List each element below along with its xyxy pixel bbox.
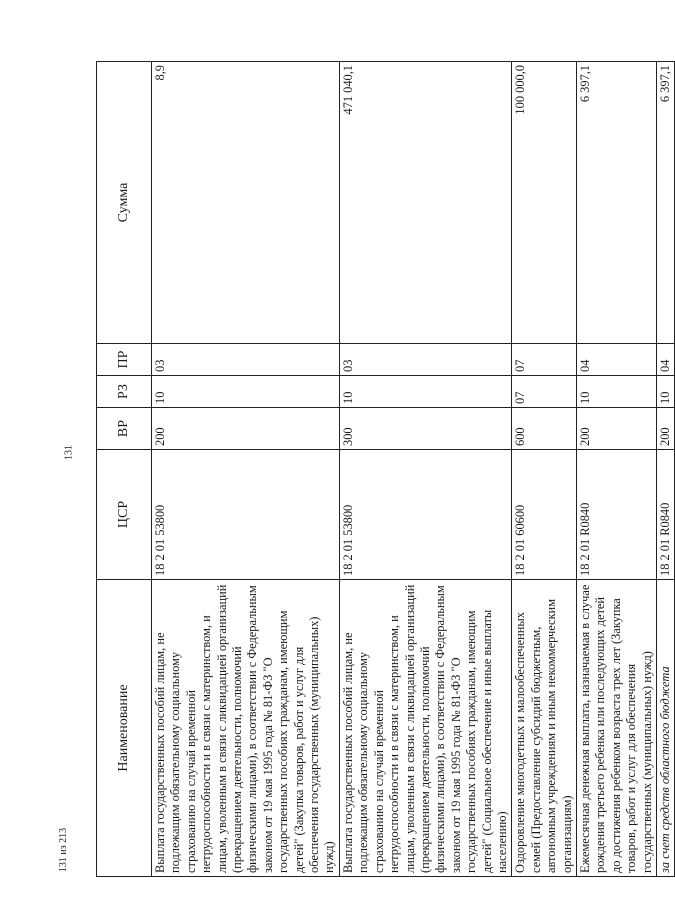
page-footer: 131 из 213 <box>58 827 69 873</box>
table-row <box>576 62 656 877</box>
row-sum: 100 000,0 <box>512 62 577 344</box>
table-row <box>152 62 340 877</box>
row-rz: 10 <box>657 376 675 408</box>
row-name: Выплата государственных пособий лицам, не подлежащим обязательному социальному страхованию на случай временной нетрудоспособности и в связи с материнством, и лицам, уволенным в связи с ликвидацией организаций (прекращением деятельности, полномочий физическими лицами), в соответствии с Федеральным законом от 19 мая 1995 года № 81-ФЗ "О государственных пособиях гражданам, имеющим детей" (Закупка товаров, работ и услуг для обеспечения государственных (муниципальных) нужд) <box>152 580 340 877</box>
row-csr: 18 2 01 R0840 <box>657 450 675 580</box>
header-rz: РЗ <box>97 376 152 408</box>
row-pr: 07 <box>512 344 577 376</box>
row-rz: 10 <box>576 376 656 408</box>
header-csr: ЦСР <box>97 450 152 580</box>
row-pr: 03 <box>339 344 511 376</box>
row-csr: 18 2 01 53800 <box>152 450 340 580</box>
row-csr: 18 2 01 R0840 <box>576 450 656 580</box>
budget-table-container <box>96 62 672 877</box>
row-pr: 04 <box>657 344 675 376</box>
row-name: Выплата государственных пособий лицам, не подлежащим обязательному социальному страхованию на случай временной нетрудоспособности и в связи с материнством, и лицам, уволенным в связи с ликвидацией организаций (прекращением деятельности, полномочий физическими лицами), в соответствии с Федеральным законом от 19 мая 1995 года № 81-ФЗ "О государственных пособиях гражданам, имеющим детей" (Социальное обеспечение и иные выплаты населению) <box>339 580 511 877</box>
page-number: 131 <box>63 445 75 460</box>
row-name: за счет средств областного бюджета <box>657 580 675 877</box>
header-name: Наименование <box>97 580 152 877</box>
budget-table <box>96 61 675 877</box>
table-row <box>512 62 577 877</box>
row-vr: 200 <box>657 408 675 450</box>
table-header-row <box>97 62 152 877</box>
row-name: Ежемесячная денежная выплата, назначаемая в случае рождения третьего ребенка или последующих детей до достижения ребенком возраста трех лет (Закупка товаров, работ и услуг для обеспечения государственных (муниципальных) нужд) <box>576 580 656 877</box>
header-pr: ПР <box>97 344 152 376</box>
row-vr: 300 <box>339 408 511 450</box>
table-row <box>339 62 511 877</box>
row-csr: 18 2 01 53800 <box>339 450 511 580</box>
row-csr: 18 2 01 60600 <box>512 450 577 580</box>
header-vr: ВР <box>97 408 152 450</box>
row-rz: 10 <box>339 376 511 408</box>
row-pr: 04 <box>576 344 656 376</box>
row-sum: 8,9 <box>152 62 340 344</box>
row-vr: 600 <box>512 408 577 450</box>
row-rz: 10 <box>152 376 340 408</box>
header-sum: Сумма <box>97 62 152 344</box>
row-vr: 200 <box>152 408 340 450</box>
row-sum: 6 397,1 <box>657 62 675 344</box>
row-pr: 03 <box>152 344 340 376</box>
table-row <box>657 62 675 877</box>
row-vr: 200 <box>576 408 656 450</box>
row-name: Оздоровление многодетных и малообеспеченных семей (Предоставление субсидий бюджетным, автономным учреждениям и иным некоммерческим организациям) <box>512 580 577 877</box>
row-sum: 471 040,1 <box>339 62 511 344</box>
row-sum: 6 397,1 <box>576 62 656 344</box>
row-rz: 07 <box>512 376 577 408</box>
